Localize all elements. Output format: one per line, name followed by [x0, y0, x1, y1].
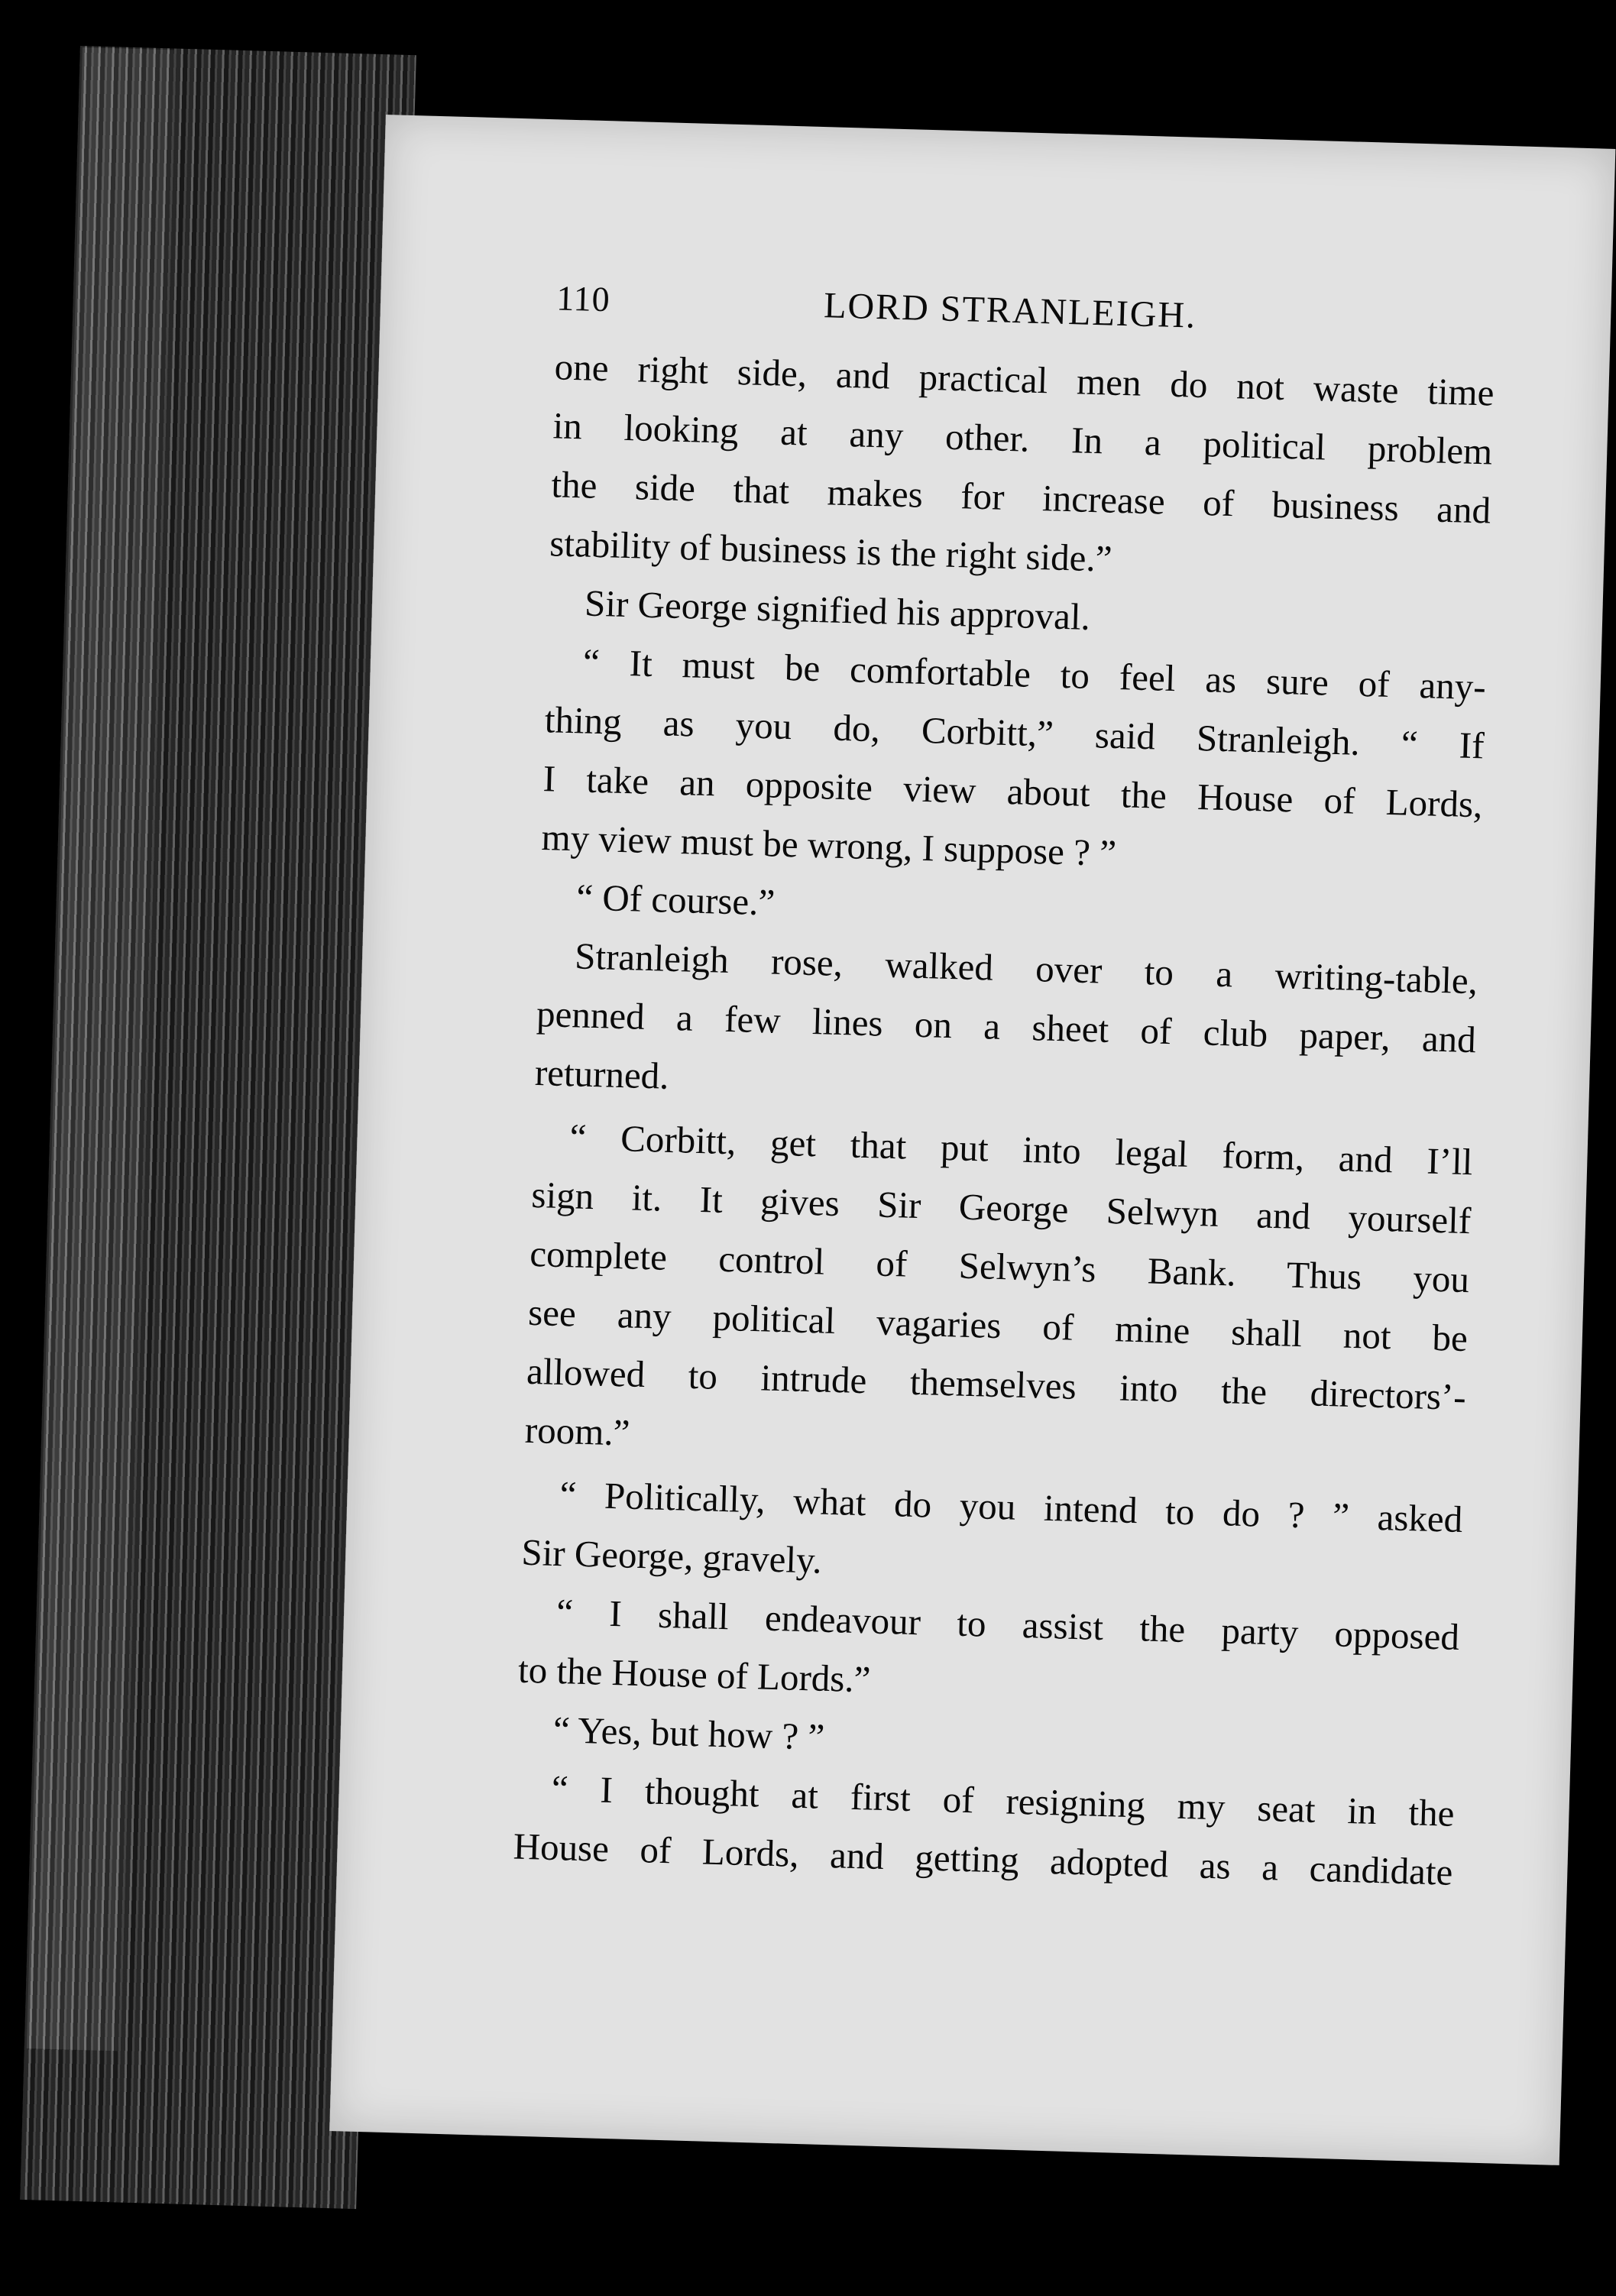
text-line: to the House of Lords.” — [517, 1648, 872, 1701]
text-line: complete control of Selwyn’s Bank. Thus you — [529, 1232, 1470, 1301]
text-line: “ Yes, but how ? ” — [552, 1708, 825, 1758]
text-line: “ It must be comfortable to feel as sure of any- — [582, 640, 1487, 708]
text-line: sign it. It gives Sir George Selwyn and yourself — [530, 1173, 1472, 1242]
text-line: stability of business is the right side.” — [549, 522, 1113, 580]
page-text — [513, 268, 1497, 1902]
text-line: penned a few lines on a sheet of club paper, and — [536, 992, 1477, 1061]
text-line: “ I shall endeavour to assist the party opposed — [555, 1591, 1460, 1658]
text-line: “ Of course.” — [575, 876, 776, 924]
text-line: Sir George signified his approval. — [584, 581, 1091, 638]
page-number: 110 — [555, 278, 611, 319]
text-line: in looking at any other. In a political problem — [552, 404, 1494, 473]
text-line: I take an opposite view about the House of Lords, — [542, 757, 1484, 826]
text-line: House of Lords, and getting adopted as a candidate — [513, 1825, 1454, 1893]
text-line: the side that makes for increase of business and — [550, 463, 1491, 532]
text-line: my view must be wrong, I suppose ? ” — [540, 816, 1117, 875]
text-line: returned. — [534, 1051, 670, 1097]
running-title: LORD STRANLEIGH. — [823, 285, 1197, 336]
text-line: “ Politically, what do you intend to do ? ” asked — [559, 1473, 1463, 1541]
text-line: allowed to intrude themselves into the directors’- — [526, 1349, 1467, 1419]
text-line: Sir George, gravely. — [520, 1530, 823, 1582]
text-line: room.” — [524, 1408, 631, 1454]
text-line: one right side, and practical men do not waste time — [554, 345, 1495, 414]
text-line: “ I thought at first of resigning my seat in the — [551, 1767, 1456, 1835]
text-line: “ Corbitt, get that put into legal form, and I’ll — [568, 1116, 1474, 1184]
text-line: thing as you do, Corbitt,” said Stranleigh. “ If — [544, 698, 1485, 767]
book-page — [329, 115, 1615, 2165]
text-line: Stranleigh rose, walked over to a writing-table, — [574, 934, 1478, 1002]
text-line: see any political vagaries of mine shall not be — [527, 1290, 1469, 1360]
